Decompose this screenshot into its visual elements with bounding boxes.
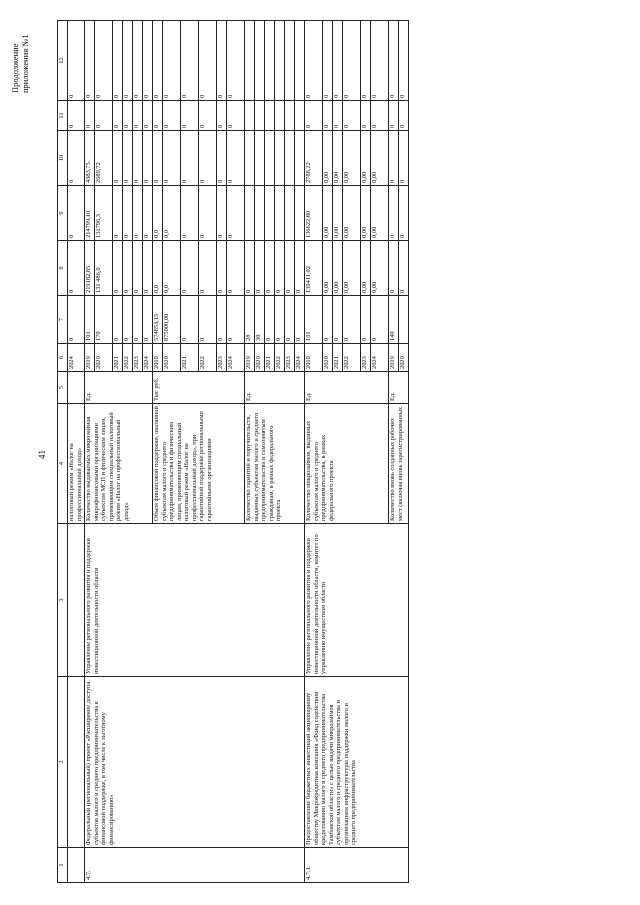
value-cell: 0 [143,21,153,101]
value-cell: 0 [285,296,295,344]
value-cell: 0 [323,21,333,101]
value-cell: 0 [217,186,227,241]
value-cell: 0 [85,21,95,101]
header-cell: 3 [58,524,68,677]
year-cell: 2023 [217,344,227,372]
value-cell: 0 [153,21,163,101]
value-cell: 0 [123,131,133,186]
value-cell: 0 [95,101,113,131]
section-name-cell [68,677,85,848]
value-cell: 0 [333,21,343,101]
indicator-unit: Ед. [245,372,305,404]
value-cell: 0 [295,241,305,296]
value-cell: 0 [143,296,153,344]
value-cell: 0 [361,296,371,344]
value-cell: 0,00 [371,186,389,241]
value-cell: 0 [343,101,361,131]
value-cell [275,101,285,131]
value-cell: 0 [227,296,245,344]
value-cell [245,21,255,101]
value-cell: 0 [227,101,245,131]
value-cell: 0,00 [323,131,333,186]
value-cell [255,21,265,101]
value-cell: 0,00 [333,186,343,241]
indicator-name: Объем финансовой поддержки, оказанной субъектам малого и среднего предпринимательства и физическим лицам, применяющим специальный налоговый режим «Налог на профессиональный доход», при гарантийной поддержке региональными гарантийными организациями [153,404,245,524]
table-body [58,21,409,883]
indicator-name: Количество вновь созданных рабочих мест (включая вновь зарегистрированных [389,404,409,524]
value-cell: 0,00 [333,241,343,296]
value-cell: 0 [68,186,85,241]
value-cell: 0 [361,21,371,101]
value-cell: 0 [343,296,361,344]
value-cell: 0 [399,131,409,186]
indicator-unit: Ед. [85,372,153,404]
value-cell: 0 [68,21,85,101]
value-cell: 2788,22 [305,131,323,186]
value-cell: 0 [275,241,285,296]
value-cell: 131 486,0 [95,241,113,296]
value-cell: 0 [163,101,181,131]
value-cell: 0,00 [343,241,361,296]
value-cell: 101 [305,296,323,344]
year-cell: 2022 [123,344,133,372]
value-cell: 0 [143,186,153,241]
value-cell: 0 [199,296,217,344]
header-cell: 8 [58,241,68,296]
section-name: Федеральный (региональный) проект «Расширение доступа субъектов малого и среднего предпринимательства к финансовой поддержке, в том числе к льготному финансированию» [85,677,305,848]
indicator-name: Количество микрозаймов, выданных субъектам малого и среднего предпринимательства, в рамках федерального проекта [305,404,389,524]
value-cell [245,186,255,241]
value-cell: 0 [123,296,133,344]
value-cell: 0 [217,21,227,101]
year-cell: 2020 [399,344,409,372]
value-cell [265,186,275,241]
value-cell [285,186,295,241]
year-cell: 2024 [143,344,153,372]
value-cell [255,101,265,131]
value-cell: 0 [199,131,217,186]
table-row [305,21,323,883]
table-row [68,21,85,883]
value-cell: 0 [143,241,153,296]
value-cell: 214799,10 [85,186,95,241]
value-cell: 0 [181,101,199,131]
value-cell: 0 [371,296,389,344]
value-cell: 0 [343,21,361,101]
value-cell: 0 [265,296,275,344]
value-cell: 0 [133,186,143,241]
value-cell: 0 [333,296,343,344]
header-cell: 2 [58,677,68,848]
value-cell: 0 [153,101,163,131]
value-cell: 0 [113,21,123,101]
indicator-unit: Тыс руб. [153,372,245,404]
indicator-name: Количество выдаваемых микрозаймов микрофинансовыми организациями субъектам МСП и физическим лицам, применяющим специальный налоговый режим «Налог на профессиональный доход» [85,404,153,524]
value-cell: 0 [389,186,399,241]
value-cell: 0 [95,21,113,101]
value-cell: 0 [133,131,143,186]
year-cell: 2023 [133,344,143,372]
value-cell [255,186,265,241]
value-cell: 0 [323,101,333,131]
value-cell: 0,0 [163,186,181,241]
value-cell: 0 [389,21,399,101]
section-executor: Управление регионального развития и поддержки инвестиционной деятельности области, комитет по управлению имуществом области [305,524,409,677]
value-cell [275,21,285,101]
value-cell: 0 [245,241,255,296]
value-cell: 0 [389,131,399,186]
value-cell: 0 [285,241,295,296]
indicator-cell: налоговый режим «Налог на профессиональный доход» [68,404,85,524]
value-cell: 0 [227,241,245,296]
value-cell: 0 [199,101,217,131]
value-cell: 0 [68,131,85,186]
value-cell: 0 [133,241,143,296]
value-cell: 0,00 [361,241,371,296]
executor-cell [68,524,85,677]
header-cell: 4 [58,404,68,524]
value-cell: 0 [113,131,123,186]
value-cell: 0,0 [153,241,163,296]
page-number: 41 [37,450,47,459]
value-cell: 0 [113,241,123,296]
value-cell: 0 [227,186,245,241]
value-cell: 0 [123,21,133,101]
value-cell: 0 [399,186,409,241]
value-cell: 0 [133,101,143,131]
value-cell: 0,00 [371,131,389,186]
value-cell: 0 [123,101,133,131]
year-cell: 2022 [275,344,285,372]
continuation-note: Продолжение приложения №1 [10,34,30,93]
value-cell: 4383,75 [85,131,95,186]
value-cell: 0 [275,296,285,344]
value-cell: 0,00 [323,241,333,296]
value-cell: 0 [305,101,323,131]
program-indicators-table [57,20,409,883]
value-cell: 0 [181,131,199,186]
year-cell: 2024 [371,344,389,372]
value-cell: 0 [399,21,409,101]
value-cell: 0,00 [371,241,389,296]
value-cell [275,186,285,241]
value-cell: 0 [68,241,85,296]
value-cell: 0 [305,21,323,101]
value-cell: 0 [163,131,181,186]
value-cell: 0,00 [333,131,343,186]
value-cell: 0 [333,101,343,131]
value-cell: 0 [399,241,409,296]
value-cell [265,131,275,186]
value-cell [245,101,255,131]
value-cell: 2689,72 [95,131,113,186]
value-cell: 0,00 [361,131,371,186]
value-cell [245,131,255,186]
year-cell: 2020 [163,344,181,372]
value-cell: 140 [389,296,399,344]
value-cell: 0 [85,101,95,131]
value-cell: 574853,15 [153,296,163,344]
section-number: 4.7. [85,848,305,883]
year-cell: 2023 [285,344,295,372]
year-cell: 2024 [68,344,85,372]
year-cell: 2021 [265,344,275,372]
header-cell: 10 [58,131,68,186]
value-cell: 0 [371,101,389,131]
value-cell: 0 [123,186,133,241]
year-cell: 2022 [199,344,217,372]
year-cell: 2020 [255,344,265,372]
value-cell: 170 [95,296,113,344]
unit-cell [68,372,85,404]
value-cell: 875000,00 [163,296,181,344]
header-cell: 5 [58,372,68,404]
value-cell: 0 [389,241,399,296]
year-cell: 2019 [153,344,163,372]
header-cell: 11 [58,101,68,131]
value-cell: 101 [85,296,95,344]
value-cell: 0 [217,101,227,131]
value-cell: 0 [217,296,227,344]
indicator-name: Количество гарантий и поручительств, выданных субъектам малого и среднего предпринимательства и самозанятым гражданам, в рамках федерального проекта [245,404,305,524]
value-cell: 0 [181,241,199,296]
value-cell: 0 [133,296,143,344]
value-cell: 0 [68,101,85,131]
value-cell: 0 [371,21,389,101]
value-cell: 0 [113,186,123,241]
value-cell: 136622,80 [305,186,323,241]
section-name: Предоставление бюджетных инвестиций акционерному обществу Микрокредитная компания «Фонд содействия кредитованию малого и среднего предпринимательства Тамбовской области» с целью выдачи микрозаймов субъектам малого и среднего предпринимательства и организациям инфраструктуры поддержки малого и среднего предпринимательства [305,677,409,848]
year-cell: 2024 [295,344,305,372]
value-cell: 0 [295,296,305,344]
indicator-unit: Ед. [389,372,409,404]
header-cell: 9 [58,186,68,241]
value-cell [265,21,275,101]
table-row [85,21,95,883]
value-cell: 30 [255,296,265,344]
value-cell: 0,00 [343,131,361,186]
value-cell: 0 [68,296,85,344]
value-cell [295,101,305,131]
value-cell: 0 [217,241,227,296]
year-cell: 2021 [333,344,343,372]
value-cell: 0 [153,131,163,186]
year-cell: 2019 [85,344,95,372]
value-cell: 0 [123,241,133,296]
value-cell: 0,00 [343,186,361,241]
value-cell: 0 [227,131,245,186]
value-cell: 0 [361,101,371,131]
header-cell: 12 [58,21,68,101]
value-cell: 0,00 [323,186,333,241]
header-cell: 7 [58,296,68,344]
value-cell: 131796,3 [95,186,113,241]
value-cell: 219182,85 [85,241,95,296]
value-cell: 0 [217,131,227,186]
header-cell: 6 [58,344,68,372]
value-cell: 0 [113,296,123,344]
value-cell: 0 [323,296,333,344]
section-executor: Управление регионального развития и поддержки инвестиционной деятельности области [85,524,305,677]
value-cell: 0 [399,101,409,131]
value-cell: 0 [163,21,181,101]
year-cell: 2019 [245,344,255,372]
header-row [58,21,68,883]
value-cell: 0 [113,101,123,131]
year-cell: 2021 [113,344,123,372]
value-cell: 0 [199,186,217,241]
section-number-cell [68,848,85,883]
value-cell: 0 [227,21,245,101]
value-cell: 0 [265,241,275,296]
value-cell [399,296,409,344]
value-cell: 0,0 [163,241,181,296]
value-cell: 0 [181,296,199,344]
value-cell: 0 [143,101,153,131]
header-cell: 1 [58,848,68,883]
year-cell: 2022 [343,344,361,372]
value-cell: 0,00 [361,186,371,241]
indicator-unit: Ед. [305,372,389,404]
value-cell [295,21,305,101]
section-number: 4.7.1. [305,848,409,883]
value-cell: 0 [199,241,217,296]
value-cell: 0 [389,101,399,131]
value-cell: 0 [133,21,143,101]
year-cell: 2020 [95,344,113,372]
year-cell: 2023 [361,344,371,372]
value-cell: 0 [199,21,217,101]
value-cell [285,101,295,131]
year-cell: 2021 [181,344,199,372]
value-cell: 0 [181,186,199,241]
value-cell: 0,0 [153,186,163,241]
value-cell [255,131,265,186]
value-cell [275,131,285,186]
value-cell [295,131,305,186]
value-cell: 0 [181,21,199,101]
year-cell: 2019 [389,344,399,372]
value-cell: 139411,02 [305,241,323,296]
year-cell: 2024 [227,344,245,372]
value-cell [295,186,305,241]
value-cell [285,21,295,101]
value-cell: 0 [255,241,265,296]
value-cell [265,101,275,131]
value-cell [285,131,295,186]
value-cell: 28 [245,296,255,344]
value-cell: 0 [143,131,153,186]
year-cell: 2020 [323,344,333,372]
year-cell: 2019 [305,344,323,372]
